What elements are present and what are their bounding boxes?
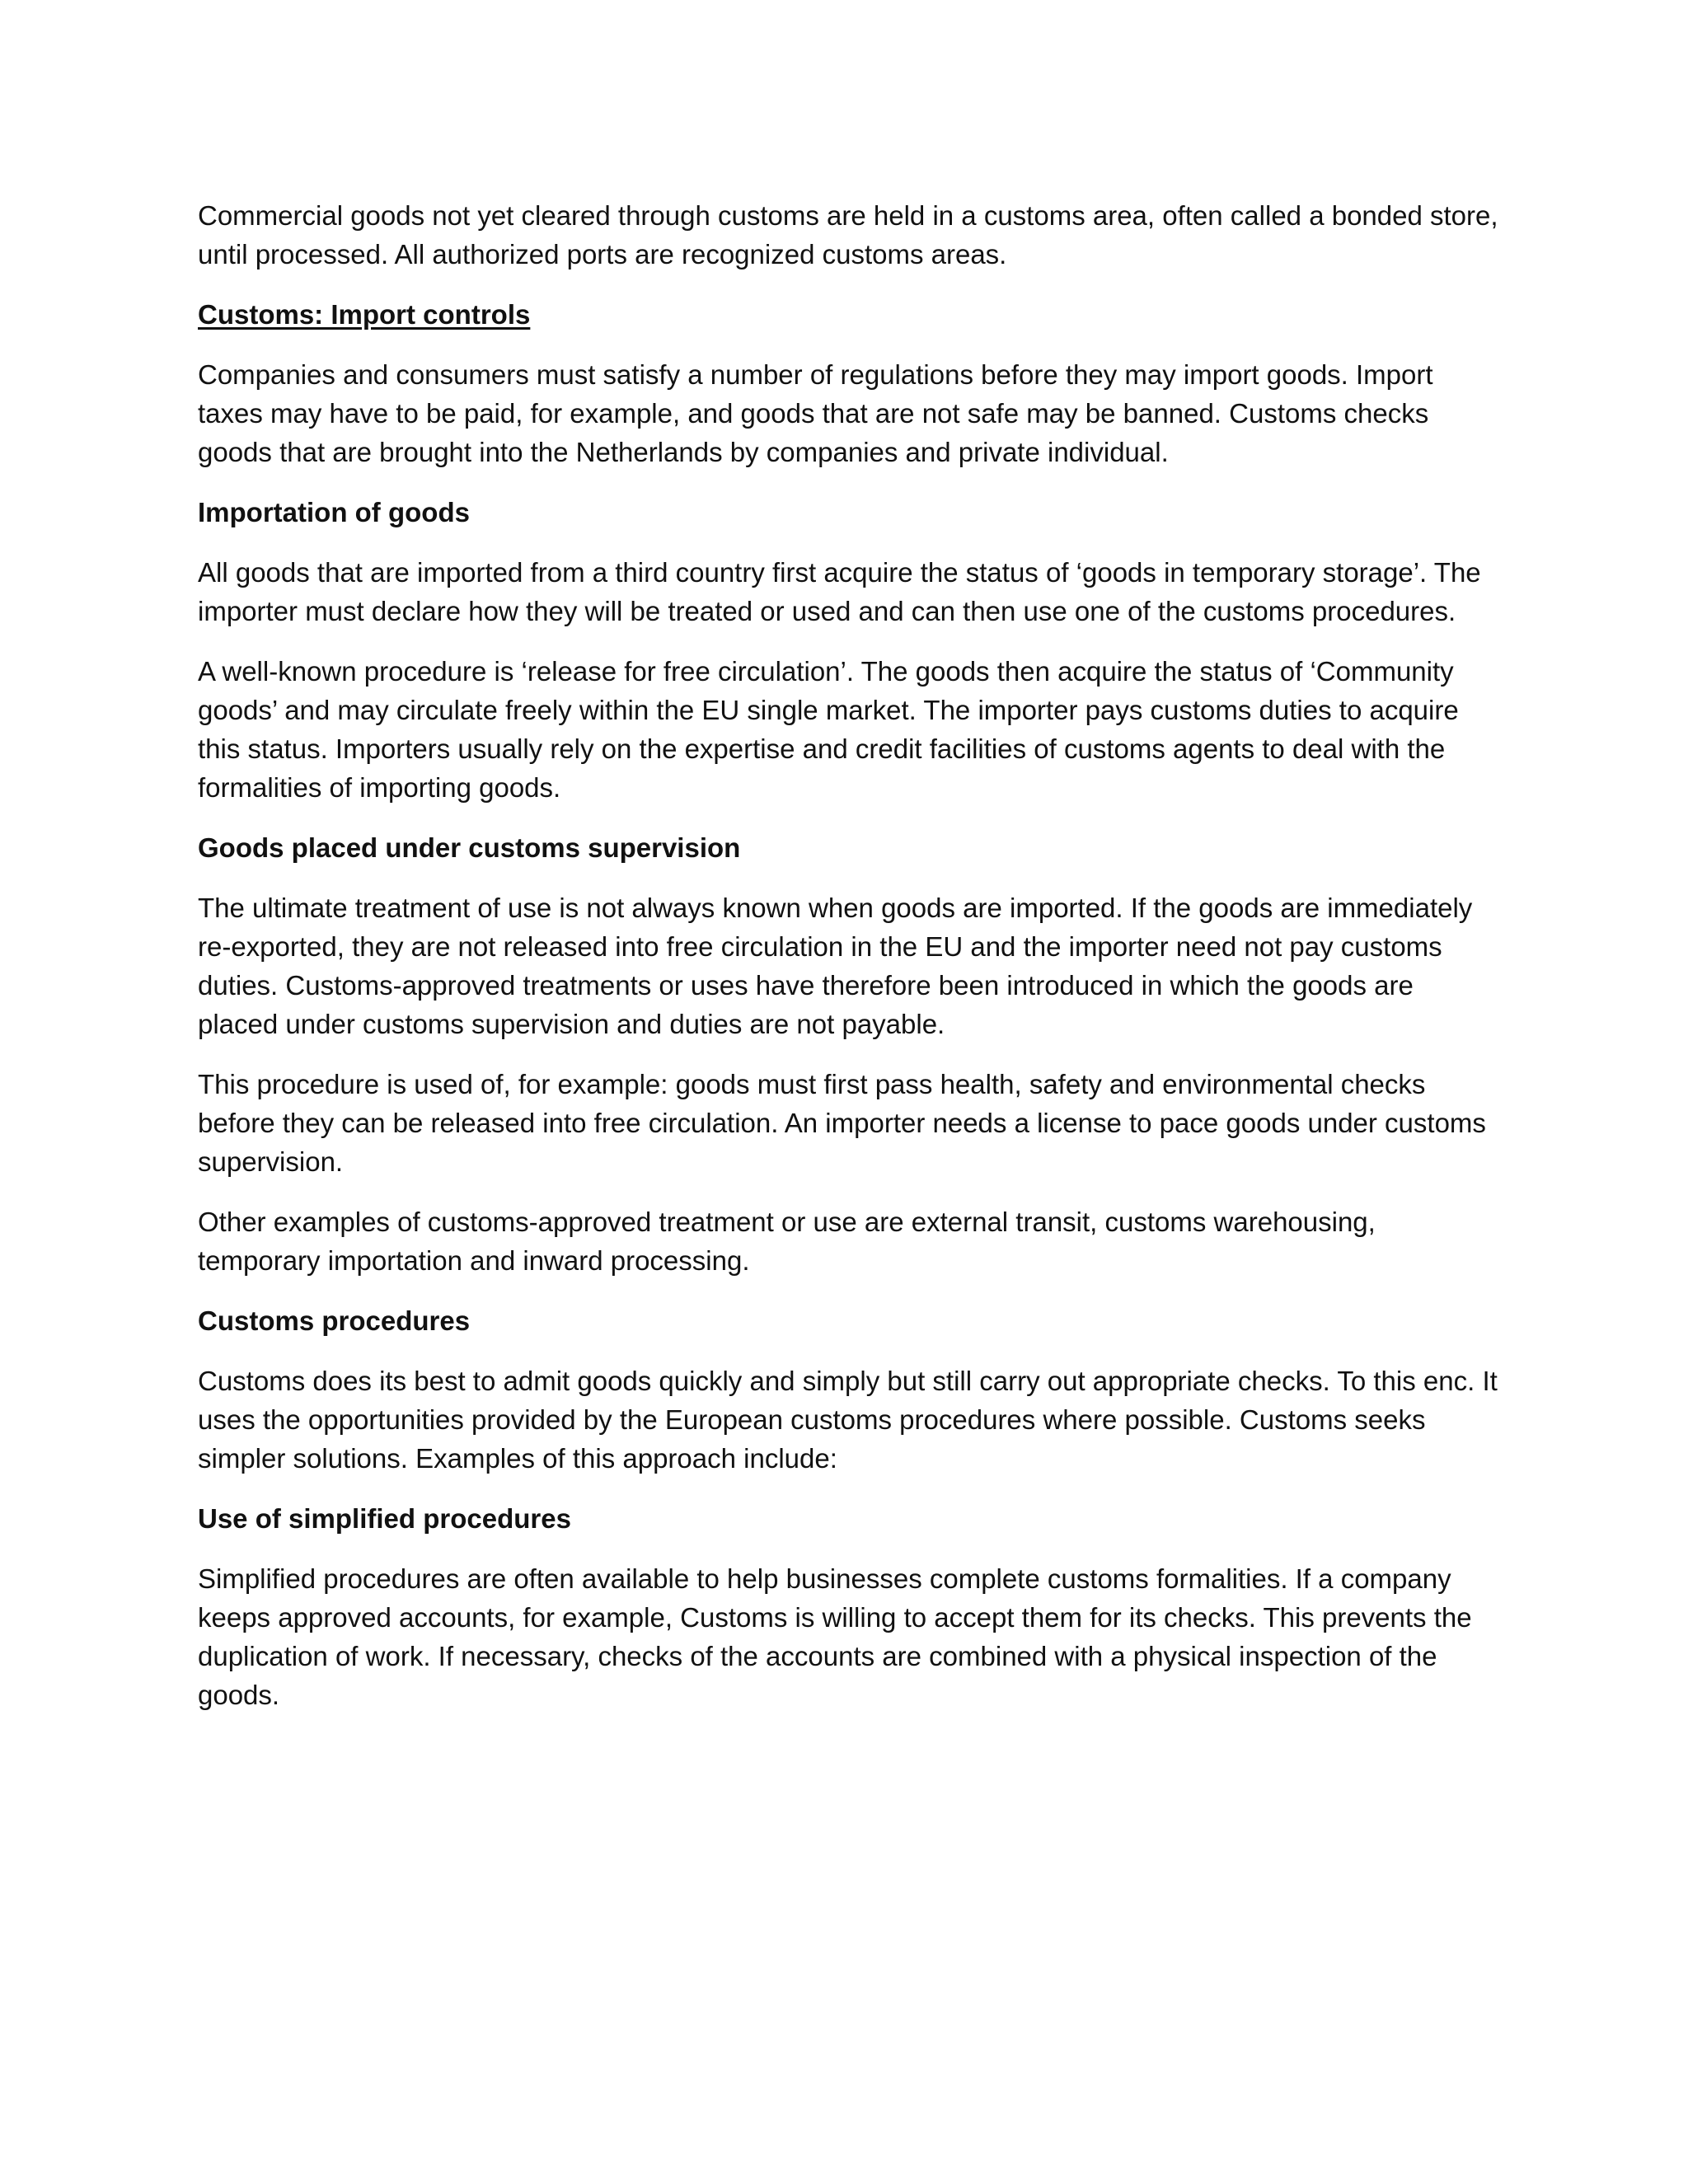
heading-importation-of-goods: Importation of goods xyxy=(198,497,470,527)
paragraph-procedure-use: This procedure is used of, for example: goods must first pass health, safety and environmental checks before they can be released into free circulation. An importer needs a license to pace goods under customs supervision. xyxy=(198,1069,1486,1177)
paragraph-ultimate-treatment: The ultimate treatment of use is not always known when goods are imported. If the goods are immediately re-exported, they are not released into free circulation in the EU and the importer need not pay customs duties. Customs-approved treatments or uses have therefore been introduced in which the goods are placed under customs supervision and duties are not payable. xyxy=(198,893,1473,1039)
paragraph-temporary-storage: All goods that are imported from a third country first acquire the status of ‘goods in temporary storage’. The importer must declare how they will be treated or used and can then use one of the customs procedures. xyxy=(198,557,1481,626)
paragraph-free-circulation: A well-known procedure is ‘release for free circulation’. The goods then acquire the status of ‘Community goods’ and may circulate freely within the EU single market. The importer pays customs duties to acquire this status. Importers usually rely on the expertise and credit facilities of customs agents to deal with the formalities of importing goods. xyxy=(198,656,1459,803)
heading-customs-supervision: Goods placed under customs supervision xyxy=(198,832,741,863)
document-body xyxy=(198,196,1500,1736)
paragraph-import-controls: Companies and consumers must satisfy a number of regulations before they may import goods. Import taxes may have to be paid, for example, and goods that are not safe may be banned. Customs checks goods that are brought into the Netherlands by companies and private individual. xyxy=(198,359,1433,467)
paragraph-simplified: Simplified procedures are often available to help businesses complete customs formalities. If a company keeps approved accounts, for example, Customs is willing to accept them for its checks. This prevents the duplication of work. If necessary, checks of the accounts are combined with a physical inspection of the goods. xyxy=(198,1563,1472,1710)
heading-simplified-procedures: Use of simplified procedures xyxy=(198,1503,571,1534)
paragraph-customs-best: Customs does its best to admit goods quickly and simply but still carry out appropriate checks. To this enc. It uses the opportunities provided by the European customs procedures where possible. Customs seeks simpler solutions. Examples of this approach include: xyxy=(198,1366,1498,1474)
heading-customs-procedures: Customs procedures xyxy=(198,1305,471,1336)
heading-import-controls: Customs: Import controls xyxy=(198,299,531,330)
intro-paragraph: Commercial goods not yet cleared through customs are held in a customs area, often called a bonded store, until processed. All authorized ports are recognized customs areas. xyxy=(198,200,1498,269)
paragraph-other-examples: Other examples of customs-approved treatment or use are external transit, customs warehousing, temporary importation and inward processing. xyxy=(198,1207,1376,1276)
